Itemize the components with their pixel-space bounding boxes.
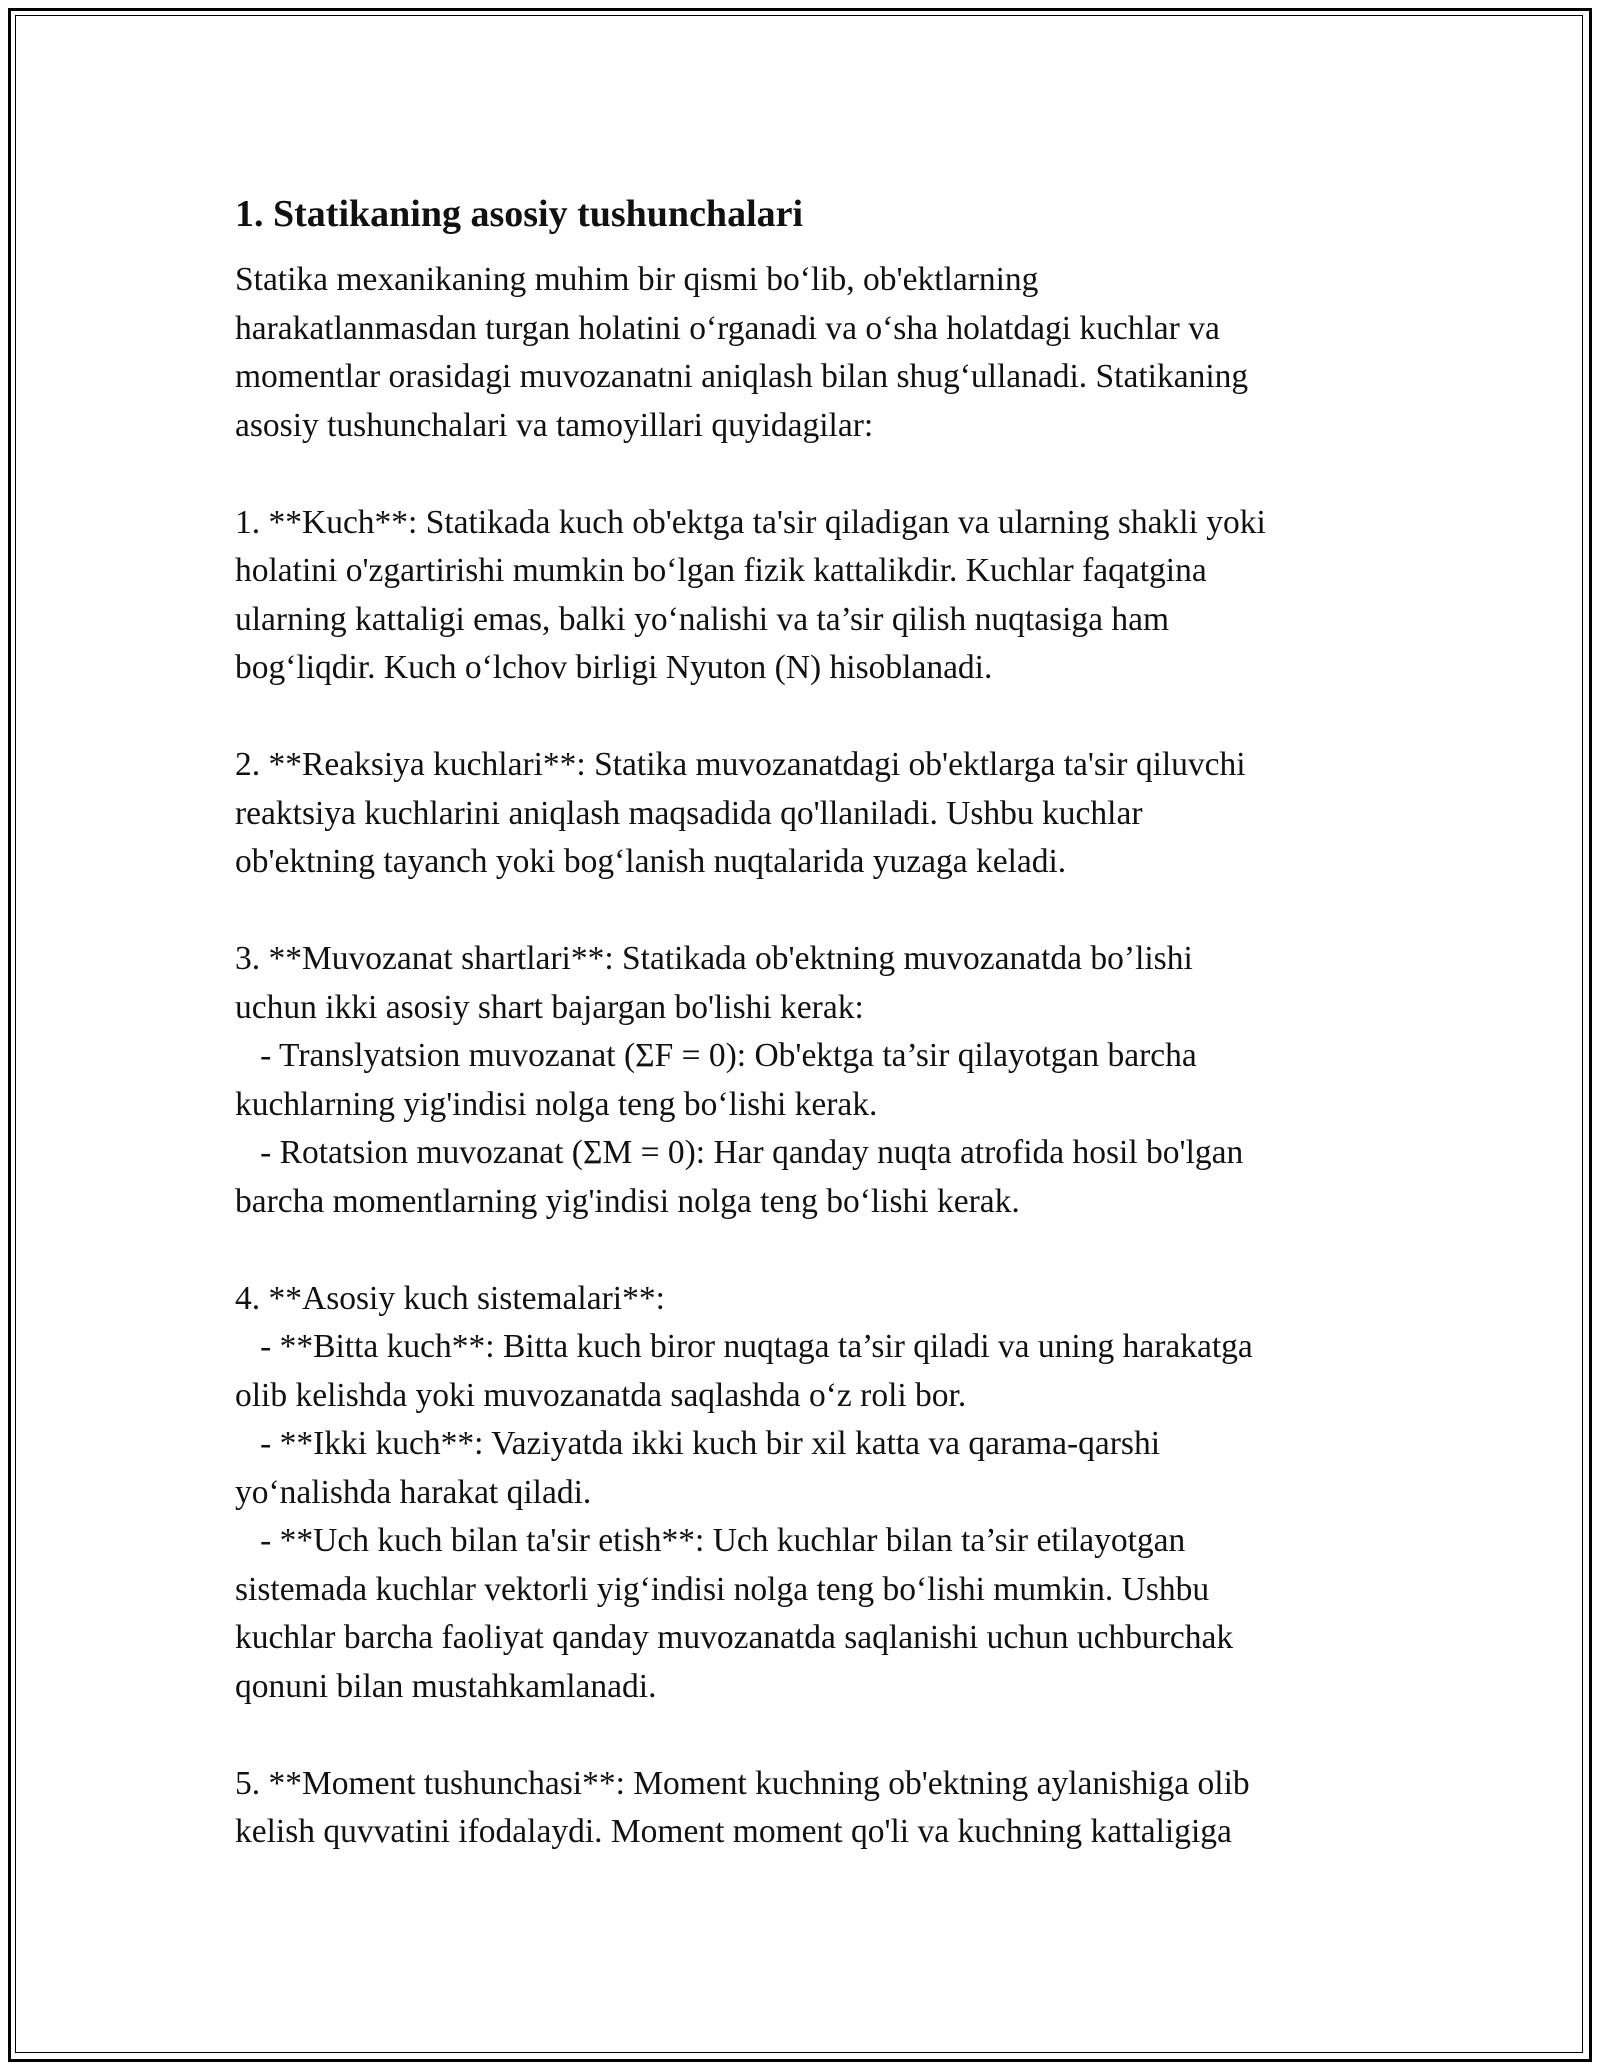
blank-line: [235, 450, 1375, 499]
text-line: qonuni bilan mustahkamlanadi.: [235, 1667, 657, 1705]
document-body: [235, 186, 1375, 1857]
blank-line: [235, 1226, 1375, 1275]
text-line: yo‘nalishda harakat qiladi.: [235, 1473, 592, 1511]
text-line: 4. **Asosiy kuch sistemalari**:: [235, 1279, 665, 1317]
text-line: olib kelishda yoki muvozanatda saqlashda o‘z roli bor.: [235, 1376, 967, 1414]
blank-line: [235, 693, 1375, 742]
text-line: barcha momentlarning yig'indisi nolga teng bo‘lishi kerak.: [235, 1182, 1020, 1220]
text-line: asosiy tushunchalari va tamoyillari quyidagilar:: [235, 406, 874, 444]
text-line: kuchlar barcha faoliyat qanday muvozanatda saqlanishi uchun uchburchak: [235, 1619, 1234, 1656]
text-line: - **Ikki kuch**: Vaziyatda ikki kuch bir xil katta va qarama-qarshi: [235, 1425, 1161, 1462]
text-line: reaktsiya kuchlarini aniqlash maqsadida qo'llaniladi. Ushbu kuchlar: [235, 794, 1143, 832]
text-line: 5. **Moment tushunchasi**: Moment kuchning ob'ektning aylanishiga olib: [235, 1764, 1250, 1802]
section-heading: 1. Statikaning asosiy tushunchalari: [235, 193, 804, 235]
text-line: - **Uch kuch bilan ta'sir etish**: Uch kuchlar bilan ta’sir etilayotgan: [235, 1522, 1186, 1559]
text-line: Statika mexanikaning muhim bir qismi bo‘lib, ob'ektlarning: [235, 261, 1039, 298]
text-line: ob'ektning tayanch yoki bog‘lanish nuqtalarida yuzaga keladi.: [235, 843, 1067, 880]
text-line: kuchlarning yig'indisi nolga teng bo‘lishi kerak.: [235, 1085, 878, 1123]
text-line: - **Bitta kuch**: Bitta kuch biror nuqtaga ta’sir qiladi va uning harakatga: [235, 1328, 1253, 1365]
text-line: 1. **Kuch**: Statikada kuch ob'ektga ta'sir qiladigan va ularning shakli yoki: [235, 503, 1266, 541]
blank-line: [235, 887, 1375, 936]
text-line: ularning kattaligi emas, balki yo‘nalishi va ta’sir qilish nuqtasiga ham: [235, 600, 1170, 638]
text-line: holatini o'zgartirishi mumkin bo‘lgan fizik kattalikdir. Kuchlar faqatgina: [235, 552, 1207, 589]
text-line: - Rotatsion muvozanat (ΣM = 0): Har qanday nuqta atrofida hosil bo'lgan: [235, 1134, 1244, 1171]
text-line: momentlar orasidagi muvozanatni aniqlash bilan shug‘ullanadi. Statikaning: [235, 358, 1249, 395]
text-line: - Translyatsion muvozanat (ΣF = 0): Ob'ektga ta’sir qilayotgan barcha: [235, 1037, 1197, 1074]
text-line: kelish quvvatini ifodalaydi. Moment moment qo'li va kuchning kattaligiga: [235, 1813, 1232, 1850]
text-line: harakatlanmasdan turgan holatini o‘rganadi va o‘sha holatdagi kuchlar va: [235, 309, 1220, 347]
text-line: uchun ikki asosiy shart bajargan bo'lishi kerak:: [235, 988, 864, 1026]
text-line: bog‘liqdir. Kuch o‘lchov birligi Nyuton (N) hisoblanadi.: [235, 649, 993, 686]
text-line: sistemada kuchlar vektorli yig‘indisi nolga teng bo‘lishi mumkin. Ushbu: [235, 1570, 1210, 1608]
paragraph-block: [235, 256, 1375, 1857]
text-line: 3. **Muvozanat shartlari**: Statikada ob'ektning muvozanatda bo’lishi: [235, 940, 1193, 977]
text-line: 2. **Reaksiya kuchlari**: Statika muvozanatdagi ob'ektlarga ta'sir qiluvchi: [235, 746, 1246, 783]
blank-line: [235, 1711, 1375, 1760]
